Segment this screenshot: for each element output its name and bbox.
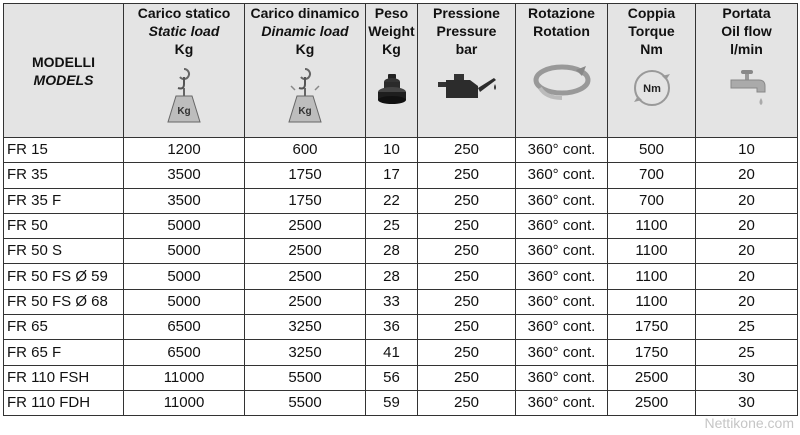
cell-pressure: 250 [418,340,516,365]
table-row [4,264,798,289]
table-row [4,239,798,264]
cell-static-load: 5000 [124,264,245,289]
cell-torque: 1100 [608,213,696,238]
cell-static-load: 11000 [124,365,245,390]
header-models-it: MODELLI [32,53,95,70]
cell-weight: 41 [366,340,418,365]
cell-oil-flow: 30 [696,365,798,390]
cell-dynamic-load: 3250 [245,315,366,340]
header-static-load [124,4,245,138]
header-rotation-it: Rotazione [528,5,595,21]
cell-weight: 33 [366,289,418,314]
cell-oil-flow: 20 [696,213,798,238]
header-weight-en: Weight [368,23,415,39]
cell-model: FR 65 F [4,340,124,365]
header-torque-it: Coppia [627,5,676,21]
cell-weight: 28 [366,239,418,264]
cell-pressure: 250 [418,188,516,213]
specs-table [3,3,798,416]
cell-oil-flow: 20 [696,239,798,264]
cell-dynamic-load: 3250 [245,340,366,365]
cell-torque: 2500 [608,390,696,415]
cell-static-load: 6500 [124,340,245,365]
cell-oil-flow: 20 [696,163,798,188]
cell-dynamic-load: 2500 [245,289,366,314]
cell-model: FR 50 S [4,239,124,264]
cell-dynamic-load: 2500 [245,239,366,264]
cell-pressure: 250 [418,138,516,163]
header-oil-flow-it: Portata [722,5,771,21]
cell-rotation: 360° cont. [516,188,608,213]
cell-rotation: 360° cont. [516,264,608,289]
static-load-weight-icon [164,66,204,126]
cell-model: FR 15 [4,138,124,163]
header-rotation [516,4,608,138]
cell-pressure: 250 [418,315,516,340]
table-row [4,390,798,415]
header-pressure-it: Pressione [433,5,500,21]
header-oil-flow-unit: l/min [730,41,763,57]
header-static-load-it: Carico statico [137,5,231,21]
cell-torque: 700 [608,163,696,188]
cell-pressure: 250 [418,390,516,415]
header-weight-it: Peso [374,5,409,21]
cell-torque: 500 [608,138,696,163]
header-torque-unit: Nm [640,41,663,57]
cell-weight: 56 [366,365,418,390]
header-row [4,4,798,138]
cell-static-load: 5000 [124,289,245,314]
cell-torque: 1100 [608,239,696,264]
header-dynamic-load-it: Carico dinamico [250,5,360,21]
header-oil-flow [696,4,798,138]
cell-dynamic-load: 2500 [245,264,366,289]
header-dynamic-load [245,4,366,138]
cell-dynamic-load: 5500 [245,365,366,390]
cell-rotation: 360° cont. [516,365,608,390]
cell-rotation: 360° cont. [516,340,608,365]
rotation-icon [532,58,592,108]
cell-rotation: 360° cont. [516,239,608,264]
header-rotation-en: Rotation [533,23,590,39]
cell-rotation: 360° cont. [516,163,608,188]
weight-icon [375,66,409,106]
cell-model: FR 35 [4,163,124,188]
watermark: Nettikone.com [704,415,794,431]
cell-static-load: 5000 [124,239,245,264]
table-row [4,138,798,163]
cell-pressure: 250 [418,365,516,390]
header-static-load-unit: Kg [174,41,194,57]
cell-static-load: 6500 [124,315,245,340]
cell-model: FR 35 F [4,188,124,213]
cell-dynamic-load: 1750 [245,163,366,188]
cell-pressure: 250 [418,239,516,264]
cell-weight: 10 [366,138,418,163]
header-models [4,4,124,138]
cell-pressure: 250 [418,213,516,238]
table-row [4,315,798,340]
header-torque [608,4,696,138]
header-oil-flow-en: Oil flow [721,23,772,39]
cell-oil-flow: 20 [696,188,798,213]
table-row [4,213,798,238]
header-weight [366,4,418,138]
cell-oil-flow: 25 [696,315,798,340]
cell-weight: 22 [366,188,418,213]
cell-model: FR 65 [4,315,124,340]
cell-static-load: 3500 [124,163,245,188]
cell-rotation: 360° cont. [516,289,608,314]
cell-torque: 700 [608,188,696,213]
cell-torque: 2500 [608,365,696,390]
header-dynamic-load-unit: Kg [295,41,315,57]
static-load-kg-label: Kg [177,106,191,117]
cell-torque: 1750 [608,315,696,340]
cell-pressure: 250 [418,289,516,314]
cell-dynamic-load: 5500 [245,390,366,415]
cell-weight: 59 [366,390,418,415]
header-pressure-en: Pressure [436,23,497,39]
cell-dynamic-load: 1750 [245,188,366,213]
table-row [4,188,798,213]
table-row [4,365,798,390]
cell-static-load: 1200 [124,138,245,163]
cell-static-load: 11000 [124,390,245,415]
table-row [4,289,798,314]
cell-rotation: 360° cont. [516,138,608,163]
cell-oil-flow: 10 [696,138,798,163]
cell-oil-flow: 30 [696,390,798,415]
cell-pressure: 250 [418,163,516,188]
cell-rotation: 360° cont. [516,390,608,415]
cell-oil-flow: 25 [696,340,798,365]
cell-torque: 1100 [608,264,696,289]
cell-torque: 1750 [608,340,696,365]
cell-model: FR 50 FS Ø 68 [4,289,124,314]
cell-model: FR 50 FS Ø 59 [4,264,124,289]
faucet-icon [725,66,769,110]
table-row [4,163,798,188]
cell-static-load: 5000 [124,213,245,238]
header-models-en: MODELS [33,71,94,88]
header-pressure-unit: bar [455,41,478,57]
cell-weight: 36 [366,315,418,340]
header-dynamic-load-en: Dinamic load [261,23,349,39]
header-weight-unit: Kg [382,41,401,57]
torque-nm-label: Nm [642,83,661,95]
header-static-load-en: Static load [148,23,220,39]
cell-weight: 25 [366,213,418,238]
dynamic-load-kg-label: Kg [298,106,312,117]
header-pressure [418,4,516,138]
cell-weight: 17 [366,163,418,188]
cell-model: FR 50 [4,213,124,238]
table-row [4,340,798,365]
cell-model: FR 110 FSH [4,365,124,390]
cell-oil-flow: 20 [696,289,798,314]
cell-weight: 28 [366,264,418,289]
cell-model: FR 110 FDH [4,390,124,415]
cell-dynamic-load: 600 [245,138,366,163]
cell-oil-flow: 20 [696,264,798,289]
oil-can-icon [432,66,502,106]
dynamic-load-weight-icon [285,66,325,126]
torque-icon [630,66,674,110]
cell-static-load: 3500 [124,188,245,213]
cell-pressure: 250 [418,264,516,289]
cell-torque: 1100 [608,289,696,314]
cell-rotation: 360° cont. [516,213,608,238]
cell-rotation: 360° cont. [516,315,608,340]
header-torque-en: Torque [628,23,675,39]
cell-dynamic-load: 2500 [245,213,366,238]
